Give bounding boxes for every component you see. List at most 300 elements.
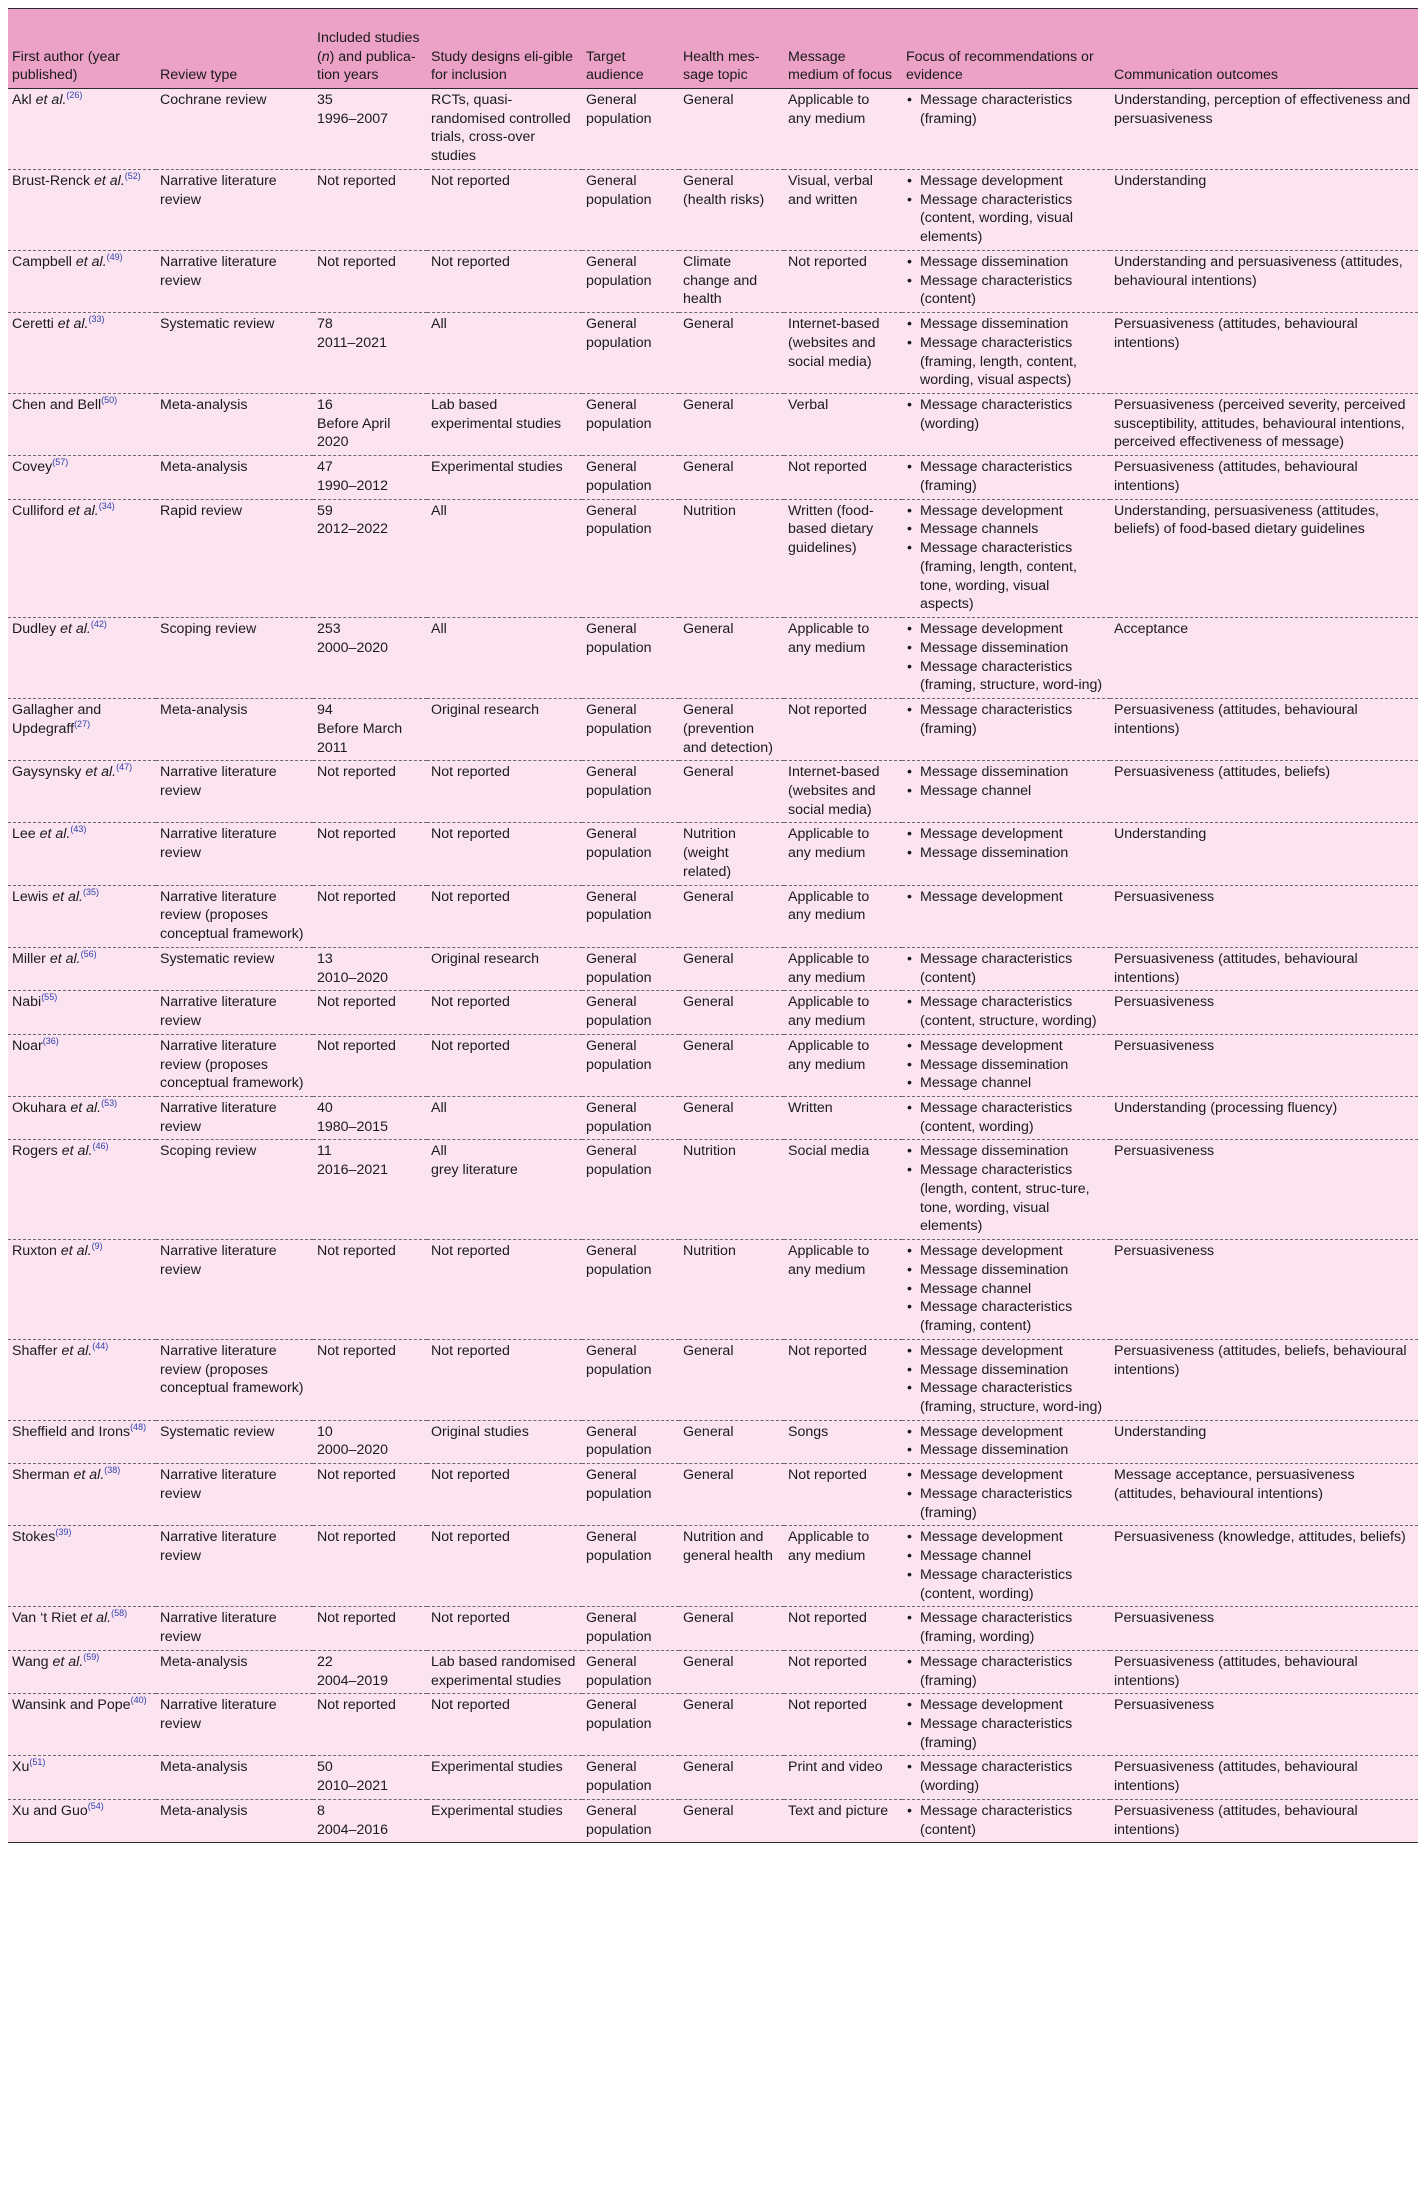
review-table xyxy=(8,8,1418,1843)
author-etal: et al. xyxy=(31,92,67,108)
focus-item: • Message development xyxy=(906,620,1104,639)
cell-topic: Nutrition xyxy=(679,1140,784,1240)
cell-included-studies: 253 2000–2020 xyxy=(313,618,427,699)
author-etal: et al. xyxy=(76,1610,112,1627)
table-row xyxy=(8,1339,1418,1420)
cell-review-type: Scoping review xyxy=(156,618,313,699)
cell-study-designs: Not reported xyxy=(427,991,582,1034)
table-row xyxy=(8,456,1418,499)
focus-list xyxy=(906,701,1104,738)
reference-link[interactable]: (49) xyxy=(106,251,123,262)
cell-outcomes: Understanding, perception of effectiveness and persuasiveness xyxy=(1110,89,1418,170)
focus-list xyxy=(906,1758,1104,1795)
cell-topic: General xyxy=(679,1339,784,1420)
cell-outcomes: Persuasiveness (attitudes, behavioural intentions) xyxy=(1110,456,1418,499)
cell-topic: Nutrition xyxy=(679,499,784,617)
cell-author xyxy=(8,1240,156,1340)
cell-study-designs: Original studies xyxy=(427,1420,582,1463)
cell-focus xyxy=(902,1694,1110,1756)
cell-study-designs: All grey literature xyxy=(427,1140,582,1240)
table-row xyxy=(8,89,1418,170)
cell-focus xyxy=(902,885,1110,947)
cell-outcomes: Persuasiveness xyxy=(1110,1034,1418,1096)
cell-medium: Applicable to any medium xyxy=(784,1240,902,1340)
table-header xyxy=(8,9,1418,89)
focus-list xyxy=(906,458,1104,495)
cell-author xyxy=(8,823,156,885)
cell-medium: Not reported xyxy=(784,1607,902,1650)
reference-link[interactable]: (54) xyxy=(87,1800,104,1811)
author-name: Culliford xyxy=(12,502,65,519)
cell-author xyxy=(8,456,156,499)
cell-included-studies: Not reported xyxy=(313,169,427,250)
reference-link[interactable]: (27) xyxy=(74,718,91,729)
cell-focus xyxy=(902,1607,1110,1650)
cell-included-studies: Not reported xyxy=(313,761,427,823)
cell-focus xyxy=(902,1526,1110,1607)
focus-item: • Message dissemination xyxy=(906,763,1104,782)
cell-outcomes: Understanding and persuasiveness (attitudes, behavioural intentions) xyxy=(1110,250,1418,312)
cell-medium: Songs xyxy=(784,1420,902,1463)
author-name: Akl xyxy=(12,92,32,108)
author-etal: et al. xyxy=(53,316,89,333)
focus-list xyxy=(906,253,1104,309)
author-name: Wansink and Pope xyxy=(12,1697,131,1714)
reference-link[interactable]: (52) xyxy=(124,170,141,181)
cell-outcomes: Persuasiveness (attitudes, beliefs) xyxy=(1110,761,1418,823)
cell-outcomes: Understanding xyxy=(1110,169,1418,250)
cell-included-studies: 94 Before March 2011 xyxy=(313,699,427,761)
reference-link[interactable]: (48) xyxy=(130,1421,147,1432)
focus-item: • Message channel xyxy=(906,1547,1104,1566)
focus-item: • Message dissemination xyxy=(906,315,1104,334)
focus-item: • Message characteristics (length, content, struc-ture, tone, wording, visual elements) xyxy=(906,1161,1104,1236)
cell-topic: Nutrition xyxy=(679,1240,784,1340)
cell-target-audience: General population xyxy=(582,250,679,312)
cell-medium: Applicable to any medium xyxy=(784,991,902,1034)
cell-study-designs: All xyxy=(427,618,582,699)
cell-author xyxy=(8,1140,156,1240)
table-row xyxy=(8,394,1418,456)
author-name: Sheffield and Irons xyxy=(12,1423,131,1440)
focus-item: • Message development xyxy=(906,825,1104,844)
cell-target-audience: General population xyxy=(582,1034,679,1096)
cell-author xyxy=(8,991,156,1034)
cell-study-designs: RCTs, quasi-randomised controlled trials, cross-over studies xyxy=(427,89,582,170)
cell-topic: General xyxy=(679,885,784,947)
author-name: Shaffer xyxy=(12,1342,58,1359)
focus-item: • Message characteristics (content, wording) xyxy=(906,1566,1104,1603)
cell-topic: General xyxy=(679,1650,784,1693)
cell-focus xyxy=(902,456,1110,499)
focus-item: • Message characteristics (framing) xyxy=(906,1653,1104,1690)
reference-link[interactable]: (40) xyxy=(130,1695,147,1706)
cell-medium: Print and video xyxy=(784,1756,902,1799)
cell-target-audience: General population xyxy=(582,1420,679,1463)
cell-topic: General xyxy=(679,1799,784,1842)
focus-list xyxy=(906,172,1104,247)
cell-topic: General (health risks) xyxy=(679,169,784,250)
cell-medium: Not reported xyxy=(784,250,902,312)
cell-target-audience: General population xyxy=(582,394,679,456)
cell-topic: General xyxy=(679,394,784,456)
cell-study-designs: Not reported xyxy=(427,823,582,885)
reference-link[interactable]: (34) xyxy=(98,500,115,511)
cell-outcomes: Persuasiveness (attitudes, behavioural intentions) xyxy=(1110,699,1418,761)
cell-topic: Climate change and health xyxy=(679,250,784,312)
cell-review-type: Meta-analysis xyxy=(156,1650,313,1693)
cell-author xyxy=(8,699,156,761)
cell-target-audience: General population xyxy=(582,456,679,499)
cell-medium: Not reported xyxy=(784,1339,902,1420)
author-etal: et al. xyxy=(56,621,91,638)
cell-study-designs: Lab based randomised experimental studies xyxy=(427,1650,582,1693)
focus-item: • Message development xyxy=(906,1342,1104,1361)
cell-outcomes: Persuasiveness (attitudes, behavioural intentions) xyxy=(1110,1756,1418,1799)
table-row xyxy=(8,169,1418,250)
cell-focus xyxy=(902,1034,1110,1096)
cell-focus xyxy=(902,1140,1110,1240)
cell-author xyxy=(8,1420,156,1463)
cell-outcomes: Understanding xyxy=(1110,1420,1418,1463)
focus-list xyxy=(906,1466,1104,1522)
cell-study-designs: Not reported xyxy=(427,1034,582,1096)
focus-item: • Message channel xyxy=(906,1280,1104,1299)
header-included-n: n xyxy=(321,48,330,65)
table-row xyxy=(8,1756,1418,1799)
focus-item: • Message characteristics (content) xyxy=(906,950,1104,987)
author-etal: et al. xyxy=(45,950,81,967)
cell-author xyxy=(8,947,156,990)
focus-item: • Message characteristics (content, structure, wording) xyxy=(906,993,1104,1030)
reference-link[interactable]: (35) xyxy=(82,886,99,897)
cell-topic: General xyxy=(679,1096,784,1139)
header-focus: Focus of recommendations or evidence xyxy=(902,9,1110,89)
cell-target-audience: General population xyxy=(582,947,679,990)
reference-link[interactable]: (55) xyxy=(41,992,58,1003)
author-etal: et al. xyxy=(48,888,83,905)
cell-medium: Not reported xyxy=(784,1694,902,1756)
focus-item: • Message characteristics (framing, structure, word-ing) xyxy=(906,658,1104,695)
reference-link[interactable]: (57) xyxy=(52,457,69,468)
focus-item: • Message development xyxy=(906,1423,1104,1442)
reference-link[interactable]: (42) xyxy=(90,619,107,630)
cell-outcomes: Persuasiveness (attitudes, behavioural intentions) xyxy=(1110,947,1418,990)
cell-included-studies: 16 Before April 2020 xyxy=(313,394,427,456)
cell-target-audience: General population xyxy=(582,1140,679,1240)
table-row xyxy=(8,1650,1418,1693)
cell-outcomes: Persuasiveness (attitudes, behavioural intentions) xyxy=(1110,1799,1418,1842)
reference-link[interactable]: (46) xyxy=(92,1141,109,1152)
focus-item: • Message characteristics (wording) xyxy=(906,1758,1104,1795)
focus-item: • Message characteristics (framing, structure, word-ing) xyxy=(906,1379,1104,1416)
focus-list xyxy=(906,620,1104,695)
cell-author xyxy=(8,89,156,170)
cell-included-studies: Not reported xyxy=(313,885,427,947)
cell-study-designs: Not reported xyxy=(427,761,582,823)
cell-review-type: Systematic review xyxy=(156,313,313,394)
table-row xyxy=(8,823,1418,885)
cell-target-audience: General population xyxy=(582,1526,679,1607)
cell-target-audience: General population xyxy=(582,169,679,250)
reference-link[interactable]: (58) xyxy=(111,1608,128,1619)
focus-item: • Message characteristics (framing, length, content, tone, wording, visual aspects) xyxy=(906,539,1104,614)
cell-focus xyxy=(902,89,1110,170)
header-topic: Health mes-sage topic xyxy=(679,9,784,89)
author-name: Xu xyxy=(12,1759,30,1776)
table-row xyxy=(8,618,1418,699)
reference-link[interactable]: (53) xyxy=(101,1097,118,1108)
reference-link[interactable]: (26) xyxy=(66,90,83,100)
cell-included-studies: 47 1990–2012 xyxy=(313,456,427,499)
cell-included-studies: 59 2012–2022 xyxy=(313,499,427,617)
table-row xyxy=(8,1694,1418,1756)
cell-outcomes: Persuasiveness xyxy=(1110,1694,1418,1756)
focus-item: • Message dissemination xyxy=(906,1441,1104,1460)
author-etal: et al. xyxy=(69,1467,105,1484)
header-included-pre: Included studies ( xyxy=(317,29,420,65)
cell-study-designs: Not reported xyxy=(427,169,582,250)
cell-review-type: Narrative literature review xyxy=(156,250,313,312)
cell-focus xyxy=(902,250,1110,312)
cell-outcomes: Persuasiveness (attitudes, beliefs, behavioural intentions) xyxy=(1110,1339,1418,1420)
cell-included-studies: 22 2004–2019 xyxy=(313,1650,427,1693)
author-etal: et al. xyxy=(35,826,71,843)
focus-list xyxy=(906,1653,1104,1690)
author-etal: et al. xyxy=(90,172,125,189)
cell-author xyxy=(8,1799,156,1842)
cell-author xyxy=(8,1756,156,1799)
cell-review-type: Narrative literature review (proposes conceptual framework) xyxy=(156,1339,313,1420)
cell-included-studies: Not reported xyxy=(313,250,427,312)
reference-link[interactable]: (51) xyxy=(29,1757,46,1768)
cell-medium: Applicable to any medium xyxy=(784,89,902,170)
cell-included-studies: Not reported xyxy=(313,1464,427,1526)
cell-medium: Not reported xyxy=(784,1650,902,1693)
cell-review-type: Narrative literature review xyxy=(156,991,313,1034)
focus-item: • Message dissemination xyxy=(906,844,1104,863)
focus-item: • Message development xyxy=(906,1466,1104,1485)
reference-link[interactable]: (56) xyxy=(80,948,97,959)
cell-review-type: Systematic review xyxy=(156,947,313,990)
cell-review-type: Narrative literature review xyxy=(156,169,313,250)
author-name: Lewis xyxy=(12,888,49,905)
author-name: Brust-Renck xyxy=(12,172,91,189)
reference-link[interactable]: (9) xyxy=(91,1241,103,1252)
focus-item: • Message channels xyxy=(906,520,1104,539)
cell-target-audience: General population xyxy=(582,499,679,617)
cell-medium: Not reported xyxy=(784,1464,902,1526)
focus-list xyxy=(906,315,1104,390)
cell-included-studies: Not reported xyxy=(313,991,427,1034)
cell-outcomes: Understanding xyxy=(1110,823,1418,885)
cell-study-designs: All xyxy=(427,499,582,617)
author-name: Xu and Guo xyxy=(12,1802,88,1819)
cell-target-audience: General population xyxy=(582,89,679,170)
cell-included-studies: 35 1996–2007 xyxy=(313,89,427,170)
cell-medium: Visual, verbal and written xyxy=(784,169,902,250)
cell-review-type: Narrative literature review xyxy=(156,1607,313,1650)
table-row xyxy=(8,1420,1418,1463)
cell-study-designs: Not reported xyxy=(427,1240,582,1340)
cell-study-designs: Not reported xyxy=(427,1694,582,1756)
author-etal: et al. xyxy=(66,1099,102,1116)
table-row xyxy=(8,1140,1418,1240)
cell-author xyxy=(8,618,156,699)
cell-study-designs: All xyxy=(427,313,582,394)
cell-included-studies: 11 2016–2021 xyxy=(313,1140,427,1240)
header-study-designs: Study designs eli-gible for inclusion xyxy=(427,9,582,89)
reference-link[interactable]: (44) xyxy=(92,1340,109,1351)
reference-link[interactable]: (36) xyxy=(42,1035,59,1046)
cell-target-audience: General population xyxy=(582,1650,679,1693)
reference-link[interactable]: (38) xyxy=(104,1465,121,1476)
cell-author xyxy=(8,250,156,312)
cell-focus xyxy=(902,1339,1110,1420)
cell-target-audience: General population xyxy=(582,1607,679,1650)
reference-link[interactable]: (47) xyxy=(116,762,133,773)
cell-medium: Not reported xyxy=(784,699,902,761)
cell-author xyxy=(8,394,156,456)
table-body xyxy=(8,89,1418,1843)
reference-link[interactable]: (43) xyxy=(70,824,87,835)
cell-focus xyxy=(902,1420,1110,1463)
focus-item: • Message characteristics (wording) xyxy=(906,396,1104,433)
focus-item: • Message characteristics (framing) xyxy=(906,1485,1104,1522)
focus-list xyxy=(906,1423,1104,1460)
cell-target-audience: General population xyxy=(582,618,679,699)
cell-review-type: Narrative literature review (proposes conceptual framework) xyxy=(156,885,313,947)
table-row xyxy=(8,699,1418,761)
focus-list xyxy=(906,1342,1104,1417)
cell-medium: Verbal xyxy=(784,394,902,456)
cell-review-type: Narrative literature review xyxy=(156,1526,313,1607)
author-etal: et al. xyxy=(81,764,117,781)
reference-link[interactable]: (50) xyxy=(101,395,118,406)
focus-item: • Message development xyxy=(906,502,1104,521)
cell-author xyxy=(8,499,156,617)
focus-list xyxy=(906,1099,1104,1136)
focus-item: • Message characteristics (content, wording) xyxy=(906,1099,1104,1136)
cell-topic: General xyxy=(679,1034,784,1096)
cell-study-designs: Original research xyxy=(427,947,582,990)
cell-target-audience: General population xyxy=(582,761,679,823)
cell-outcomes: Persuasiveness (perceived severity, perceived susceptibility, attitudes, behavioural intentions, perceived effectiveness of message) xyxy=(1110,394,1418,456)
cell-study-designs: Not reported xyxy=(427,1339,582,1420)
focus-item: • Message channel xyxy=(906,782,1104,801)
author-name: Rogers xyxy=(12,1143,58,1160)
focus-list xyxy=(906,888,1104,907)
focus-item: • Message characteristics (content, wording, visual elements) xyxy=(906,191,1104,247)
author-name: Wang xyxy=(12,1653,49,1670)
reference-link[interactable]: (39) xyxy=(55,1527,72,1538)
cell-medium: Not reported xyxy=(784,456,902,499)
cell-outcomes: Message acceptance, persuasiveness (attitudes, behavioural intentions) xyxy=(1110,1464,1418,1526)
cell-study-designs: Experimental studies xyxy=(427,1799,582,1842)
focus-list xyxy=(906,1528,1104,1603)
cell-author xyxy=(8,1096,156,1139)
cell-study-designs: Not reported xyxy=(427,885,582,947)
reference-link[interactable]: (33) xyxy=(88,314,105,325)
cell-topic: General xyxy=(679,456,784,499)
table-row xyxy=(8,250,1418,312)
focus-item: • Message characteristics (framing) xyxy=(906,91,1104,128)
cell-review-type: Narrative literature review xyxy=(156,1694,313,1756)
cell-focus xyxy=(902,1464,1110,1526)
cell-included-studies: Not reported xyxy=(313,1526,427,1607)
cell-topic: General xyxy=(679,947,784,990)
author-etal: et al. xyxy=(64,502,99,519)
author-name: Nabi xyxy=(12,994,42,1011)
cell-review-type: Meta-analysis xyxy=(156,699,313,761)
cell-review-type: Meta-analysis xyxy=(156,456,313,499)
cell-author xyxy=(8,1526,156,1607)
focus-list xyxy=(906,1037,1104,1093)
cell-review-type: Narrative literature review xyxy=(156,761,313,823)
header-target-audience: Target audience xyxy=(582,9,679,89)
cell-review-type: Narrative literature review xyxy=(156,1464,313,1526)
cell-author xyxy=(8,1464,156,1526)
focus-list xyxy=(906,1609,1104,1646)
cell-medium: Applicable to any medium xyxy=(784,1526,902,1607)
focus-item: • Message development xyxy=(906,172,1104,191)
cell-study-designs: Not reported xyxy=(427,1526,582,1607)
cell-focus xyxy=(902,761,1110,823)
cell-focus xyxy=(902,169,1110,250)
cell-topic: General xyxy=(679,1756,784,1799)
author-etal: et al. xyxy=(57,1143,93,1160)
cell-target-audience: General population xyxy=(582,885,679,947)
focus-item: • Message development xyxy=(906,1696,1104,1715)
author-etal: et al. xyxy=(71,253,107,270)
cell-focus xyxy=(902,1799,1110,1842)
cell-medium: Internet-based (websites and social media) xyxy=(784,761,902,823)
cell-topic: General xyxy=(679,991,784,1034)
focus-item: • Message channel xyxy=(906,1074,1104,1093)
cell-study-designs: Not reported xyxy=(427,250,582,312)
author-name: Ceretti xyxy=(12,316,54,333)
focus-item: • Message characteristics (framing, length, content, wording, visual aspects) xyxy=(906,334,1104,390)
focus-item: • Message characteristics (content) xyxy=(906,272,1104,309)
author-name: Gallagher and Updegraff xyxy=(12,702,102,737)
cell-medium: Text and picture xyxy=(784,1799,902,1842)
cell-author xyxy=(8,761,156,823)
header-medium: Message medium of focus xyxy=(784,9,902,89)
cell-focus xyxy=(902,823,1110,885)
cell-focus xyxy=(902,991,1110,1034)
focus-list xyxy=(906,396,1104,433)
cell-medium: Applicable to any medium xyxy=(784,885,902,947)
author-name: Gaysynsky xyxy=(12,764,82,781)
cell-review-type: Rapid review xyxy=(156,499,313,617)
focus-list xyxy=(906,502,1104,614)
cell-focus xyxy=(902,394,1110,456)
cell-focus xyxy=(902,1650,1110,1693)
reference-link[interactable]: (59) xyxy=(83,1651,100,1662)
author-name: Noar xyxy=(12,1037,43,1054)
cell-study-designs: Experimental studies xyxy=(427,456,582,499)
focus-list xyxy=(906,91,1104,128)
focus-item: • Message characteristics (content) xyxy=(906,1802,1104,1839)
cell-topic: Nutrition and general health xyxy=(679,1526,784,1607)
cell-topic: General xyxy=(679,1607,784,1650)
cell-study-designs: All xyxy=(427,1096,582,1139)
cell-author xyxy=(8,313,156,394)
cell-target-audience: General population xyxy=(582,1799,679,1842)
cell-medium: Applicable to any medium xyxy=(784,823,902,885)
table-row xyxy=(8,885,1418,947)
focus-item: • Message development xyxy=(906,1528,1104,1547)
